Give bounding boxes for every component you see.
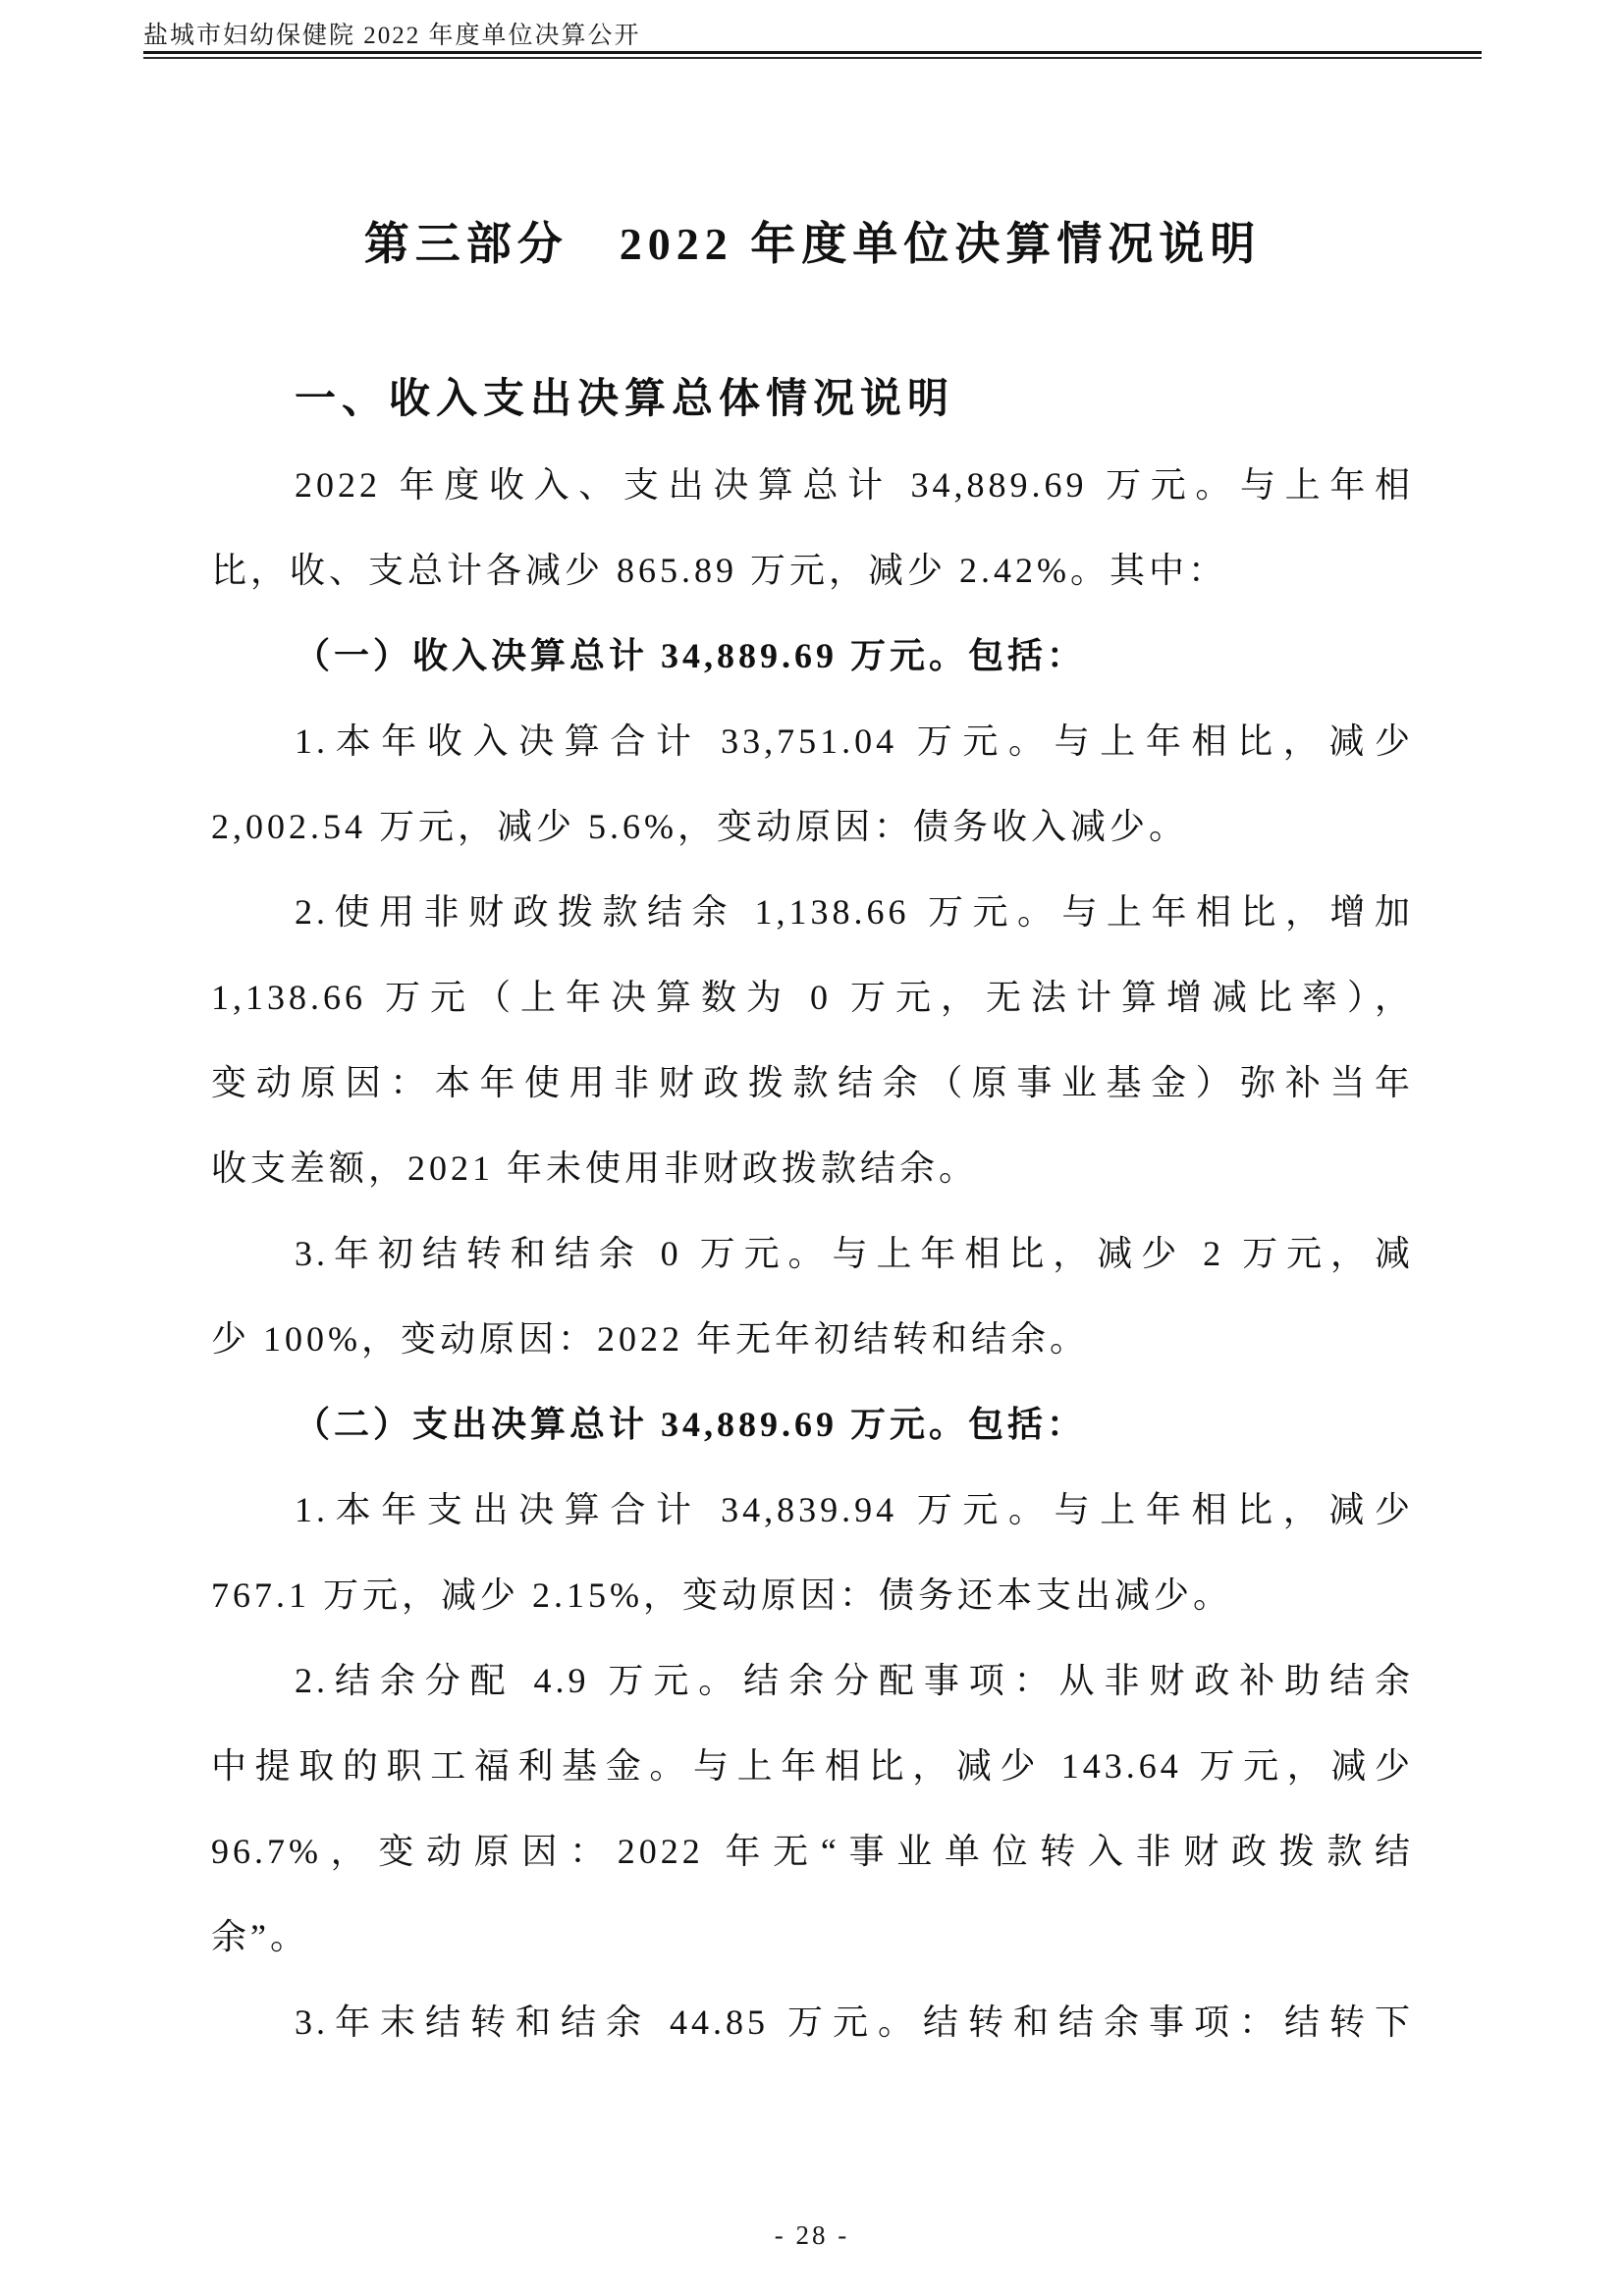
text-line: 2,002.54 万元，减少 5.6%，变动原因：债务收入减少。 xyxy=(211,807,1188,846)
text-line: 少 100%，变动原因：2022 年无年初结转和结余。 xyxy=(211,1319,1089,1359)
header-rule xyxy=(143,51,1482,59)
text-line: 中提取的职工福利基金。与上年相比，减少 143.64 万元，减少 xyxy=(211,1746,1414,1786)
text-line: 1,138.66 万元（上年决算数为 0 万元，无法计算增减比率）， xyxy=(211,978,1414,1017)
page-header-text: 盐城市妇幼保健院 2022 年度单位决算公开 xyxy=(143,23,641,49)
text-line: 1.本年收入决算合计 33,751.04 万元。与上年相比，减少 xyxy=(295,721,1414,761)
text-line: 767.1 万元，减少 2.15%，变动原因：债务还本支出减少。 xyxy=(211,1575,1232,1615)
document-body xyxy=(211,357,1414,2065)
text-line: 2022 年度收入、支出决算总计 34,889.69 万元。与上年相 xyxy=(295,465,1414,505)
text-line: 3.年末结转和结余 44.85 万元。结转和结余事项：结转下 xyxy=(295,2002,1414,2042)
page-number: - 28 - xyxy=(774,2220,850,2250)
text-line: 2.使用非财政拨款结余 1,138.66 万元。与上年相比，增加 xyxy=(295,892,1414,932)
page-title: 第三部分 2022 年度单位决算情况说明 xyxy=(363,219,1262,269)
section-heading: 一、收入支出决算总体情况说明 xyxy=(295,377,955,422)
text-line: 1.本年支出决算合计 34,839.94 万元。与上年相比，减少 xyxy=(295,1490,1414,1529)
text-line: 96.7%，变动原因：2022 年无“事业单位转入非财政拨款结 xyxy=(211,1832,1414,1871)
text-line: 3.年初结转和结余 0 万元。与上年相比，减少 2 万元，减 xyxy=(295,1234,1414,1273)
subsection-heading: （一）收入决算总计 34,889.69 万元。包括： xyxy=(295,636,1087,675)
text-line: 余”。 xyxy=(211,1917,309,1956)
text-line: 变动原因：本年使用非财政拨款结余（原事业基金）弥补当年 xyxy=(211,1063,1414,1102)
text-line: 2.结余分配 4.9 万元。结余分配事项：从非财政补助结余 xyxy=(295,1661,1414,1700)
text-line: 比，收、支总计各减少 865.89 万元，减少 2.42%。其中： xyxy=(211,551,1227,590)
subsection-heading: （二）支出决算总计 34,889.69 万元。包括： xyxy=(295,1405,1087,1444)
text-line: 收支差额，2021 年未使用非财政拨款结余。 xyxy=(211,1148,979,1188)
